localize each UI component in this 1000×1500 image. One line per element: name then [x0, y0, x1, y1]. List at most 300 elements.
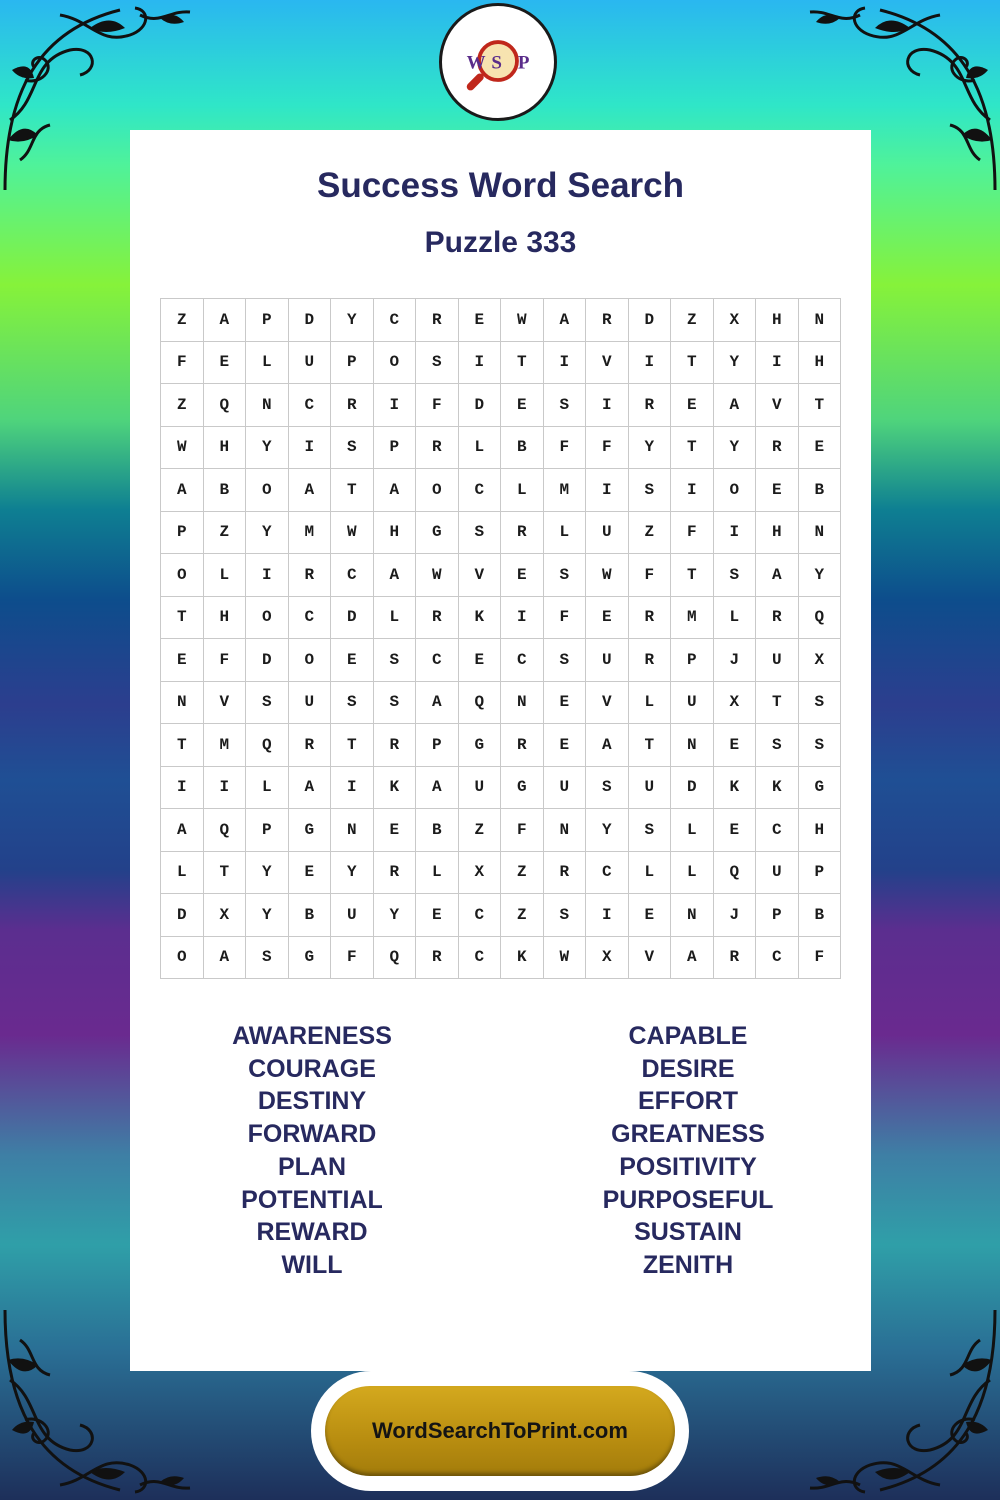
grid-cell[interactable]: G [501, 766, 544, 809]
grid-cell[interactable]: M [543, 469, 586, 512]
grid-cell[interactable]: A [586, 724, 629, 767]
grid-cell[interactable]: F [203, 639, 246, 682]
grid-cell[interactable]: P [246, 299, 289, 342]
grid-cell[interactable]: H [798, 341, 841, 384]
grid-cell[interactable]: U [288, 341, 331, 384]
grid-cell[interactable]: H [756, 511, 799, 554]
grid-row [161, 639, 841, 682]
grid-cell[interactable]: A [373, 469, 416, 512]
grid-cell[interactable]: R [416, 299, 459, 342]
grid-cell[interactable]: S [628, 809, 671, 852]
grid-cell[interactable]: L [246, 766, 289, 809]
grid-cell[interactable]: Q [246, 724, 289, 767]
grid-cell[interactable]: I [246, 554, 289, 597]
grid-cell[interactable]: R [373, 851, 416, 894]
grid-cell[interactable]: M [203, 724, 246, 767]
grid-cell[interactable]: O [713, 469, 756, 512]
grid-cell[interactable]: F [628, 554, 671, 597]
grid-cell[interactable]: E [543, 681, 586, 724]
grid-cell[interactable]: C [373, 299, 416, 342]
grid-cell[interactable]: S [798, 681, 841, 724]
grid-cell[interactable]: X [713, 681, 756, 724]
grid-cell[interactable]: L [543, 511, 586, 554]
grid-cell[interactable]: L [161, 851, 204, 894]
grid-cell[interactable]: I [458, 341, 501, 384]
grid-cell[interactable]: S [756, 724, 799, 767]
grid-cell[interactable]: R [628, 596, 671, 639]
grid-cell[interactable]: Y [373, 894, 416, 937]
grid-cell[interactable]: S [458, 511, 501, 554]
grid-cell[interactable]: E [671, 384, 714, 427]
grid-cell[interactable]: U [288, 681, 331, 724]
grid-cell[interactable]: Q [203, 809, 246, 852]
grid-cell[interactable]: Y [246, 511, 289, 554]
grid-cell[interactable]: Z [501, 894, 544, 937]
grid-cell[interactable]: A [713, 384, 756, 427]
grid-cell[interactable]: P [798, 851, 841, 894]
grid-cell[interactable]: J [713, 894, 756, 937]
grid-cell[interactable]: C [458, 894, 501, 937]
grid-cell[interactable]: L [671, 809, 714, 852]
grid-cell[interactable]: I [756, 341, 799, 384]
grid-cell[interactable]: U [586, 639, 629, 682]
grid-cell[interactable]: C [756, 936, 799, 979]
grid-row [161, 724, 841, 767]
wsp-logo[interactable] [439, 3, 557, 121]
grid-cell[interactable]: N [798, 299, 841, 342]
grid-cell[interactable]: X [203, 894, 246, 937]
grid-cell[interactable]: A [203, 299, 246, 342]
grid-cell[interactable]: E [756, 469, 799, 512]
grid-cell[interactable]: B [288, 894, 331, 937]
grid-cell[interactable]: F [331, 936, 374, 979]
grid-cell[interactable]: Y [331, 851, 374, 894]
grid-cell[interactable]: Z [203, 511, 246, 554]
grid-cell[interactable]: R [501, 724, 544, 767]
grid-cell[interactable]: U [756, 639, 799, 682]
grid-cell[interactable]: W [161, 426, 204, 469]
grid-cell[interactable]: R [288, 724, 331, 767]
grid-cell[interactable]: P [331, 341, 374, 384]
grid-cell[interactable]: C [331, 554, 374, 597]
grid-cell[interactable]: A [161, 469, 204, 512]
grid-cell[interactable]: V [586, 341, 629, 384]
grid-cell[interactable]: W [331, 511, 374, 554]
grid-row [161, 596, 841, 639]
grid-cell[interactable]: Z [161, 384, 204, 427]
grid-cell[interactable]: F [798, 936, 841, 979]
grid-cell[interactable]: N [671, 894, 714, 937]
grid-cell[interactable]: X [458, 851, 501, 894]
grid-cell[interactable]: E [288, 851, 331, 894]
letter-grid [160, 298, 841, 979]
grid-cell[interactable]: S [628, 469, 671, 512]
grid-cell[interactable]: H [203, 426, 246, 469]
grid-cell[interactable]: A [416, 766, 459, 809]
grid-cell[interactable]: R [416, 426, 459, 469]
grid-cell[interactable]: F [161, 341, 204, 384]
grid-cell[interactable]: H [373, 511, 416, 554]
grid-cell[interactable]: E [798, 426, 841, 469]
word-list-item: GREATNESS [611, 1120, 765, 1149]
word-list-item: PLAN [277, 1152, 347, 1181]
grid-cell[interactable]: G [458, 724, 501, 767]
grid-cell[interactable]: Q [798, 596, 841, 639]
grid-cell[interactable]: G [288, 809, 331, 852]
grid-cell[interactable]: X [586, 936, 629, 979]
grid-cell[interactable]: I [543, 341, 586, 384]
grid-cell[interactable]: D [331, 596, 374, 639]
grid-cell[interactable]: S [586, 766, 629, 809]
grid-cell[interactable]: S [331, 681, 374, 724]
grid-cell[interactable]: R [756, 426, 799, 469]
grid-cell[interactable]: C [288, 384, 331, 427]
grid-cell[interactable]: D [628, 299, 671, 342]
grid-cell[interactable]: C [458, 936, 501, 979]
grid-cell[interactable]: U [331, 894, 374, 937]
grid-cell[interactable]: A [288, 469, 331, 512]
grid-cell[interactable]: T [671, 426, 714, 469]
grid-cell[interactable]: F [586, 426, 629, 469]
grid-cell[interactable]: O [246, 469, 289, 512]
grid-cell[interactable]: D [671, 766, 714, 809]
grid-cell[interactable]: I [586, 894, 629, 937]
word-list-item: COURAGE [248, 1054, 376, 1083]
grid-cell[interactable]: S [798, 724, 841, 767]
grid-cell[interactable]: W [416, 554, 459, 597]
grid-row [161, 554, 841, 597]
grid-cell[interactable]: N [246, 384, 289, 427]
grid-cell[interactable]: K [713, 766, 756, 809]
grid-cell[interactable]: T [331, 469, 374, 512]
grid-cell[interactable]: L [458, 426, 501, 469]
grid-cell[interactable]: E [416, 894, 459, 937]
word-list-item: REWARD [256, 1218, 368, 1247]
grid-cell[interactable]: O [161, 554, 204, 597]
grid-row [161, 384, 841, 427]
grid-cell[interactable]: U [543, 766, 586, 809]
grid-cell[interactable]: Y [713, 426, 756, 469]
logo-letter-p: P [517, 52, 530, 74]
grid-cell[interactable]: I [586, 469, 629, 512]
grid-cell[interactable]: I [288, 426, 331, 469]
grid-cell[interactable]: S [713, 554, 756, 597]
grid-cell[interactable]: E [458, 299, 501, 342]
grid-row [161, 681, 841, 724]
grid-row [161, 511, 841, 554]
magnifier-handle-icon [465, 72, 485, 92]
grid-cell[interactable]: T [756, 681, 799, 724]
word-list-item: WILL [281, 1250, 343, 1279]
grid-row [161, 809, 841, 852]
grid-cell[interactable]: Z [671, 299, 714, 342]
grid-cell[interactable]: K [756, 766, 799, 809]
grid-cell[interactable]: C [756, 809, 799, 852]
puzzle-number: Puzzle 333 [424, 226, 577, 259]
grid-cell[interactable]: B [501, 426, 544, 469]
word-list-item: CAPABLE [628, 1022, 748, 1050]
grid-cell[interactable]: C [586, 851, 629, 894]
grid-cell[interactable]: W [543, 936, 586, 979]
grid-cell[interactable]: S [543, 639, 586, 682]
grid-cell[interactable]: T [671, 554, 714, 597]
grid-cell[interactable]: J [713, 639, 756, 682]
grid-cell[interactable]: A [373, 554, 416, 597]
puzzle-card [130, 130, 871, 1371]
grid-cell[interactable]: R [416, 936, 459, 979]
grid-cell[interactable]: C [288, 596, 331, 639]
grid-cell[interactable]: A [671, 936, 714, 979]
grid-cell[interactable]: N [543, 809, 586, 852]
grid-cell[interactable]: T [501, 341, 544, 384]
grid-cell[interactable]: R [373, 724, 416, 767]
grid-cell[interactable]: U [586, 511, 629, 554]
grid-cell[interactable]: Z [161, 299, 204, 342]
grid-cell[interactable]: Q [458, 681, 501, 724]
grid-cell[interactable]: V [203, 681, 246, 724]
grid-cell[interactable]: G [798, 766, 841, 809]
word-list-right [503, 1020, 873, 1282]
grid-cell[interactable]: A [416, 681, 459, 724]
word-list-item: AWARENESS [232, 1022, 392, 1050]
grid-cell[interactable]: E [501, 384, 544, 427]
grid-cell[interactable]: Y [798, 554, 841, 597]
grid-cell[interactable]: Y [331, 299, 374, 342]
grid-cell[interactable]: A [756, 554, 799, 597]
grid-row [161, 426, 841, 469]
grid-cell[interactable]: M [671, 596, 714, 639]
grid-cell[interactable]: T [161, 596, 204, 639]
grid-row [161, 851, 841, 894]
grid-cell[interactable]: S [543, 384, 586, 427]
grid-cell[interactable]: H [798, 809, 841, 852]
grid-cell[interactable]: Q [203, 384, 246, 427]
grid-cell[interactable]: P [671, 639, 714, 682]
word-list-item: POSITIVITY [619, 1152, 757, 1181]
grid-cell[interactable]: G [288, 936, 331, 979]
grid-cell[interactable]: O [246, 596, 289, 639]
grid-cell[interactable]: Q [713, 851, 756, 894]
grid-cell[interactable]: M [288, 511, 331, 554]
grid-cell[interactable]: L [671, 851, 714, 894]
grid-cell[interactable]: R [756, 596, 799, 639]
logo-letter-w: W [466, 52, 486, 74]
grid-cell[interactable]: L [373, 596, 416, 639]
grid-row [161, 936, 841, 979]
grid-cell[interactable]: E [543, 724, 586, 767]
grid-cell[interactable]: Y [246, 851, 289, 894]
grid-cell[interactable]: E [628, 894, 671, 937]
grid-cell[interactable]: Y [246, 426, 289, 469]
grid-cell[interactable]: E [501, 554, 544, 597]
grid-cell[interactable]: R [628, 639, 671, 682]
grid-cell[interactable]: X [798, 639, 841, 682]
word-list-item: EFFORT [638, 1087, 738, 1116]
word-list-item: ZENITH [642, 1250, 734, 1279]
grid-cell[interactable]: O [373, 341, 416, 384]
grid-cell[interactable]: O [416, 469, 459, 512]
grid-cell[interactable]: K [501, 936, 544, 979]
grid-cell[interactable]: B [416, 809, 459, 852]
grid-cell[interactable]: C [501, 639, 544, 682]
grid-cell[interactable]: E [713, 724, 756, 767]
grid-cell[interactable]: W [501, 299, 544, 342]
grid-cell[interactable]: S [246, 681, 289, 724]
grid-cell[interactable]: S [331, 426, 374, 469]
grid-row [161, 299, 841, 342]
grid-cell[interactable]: I [713, 511, 756, 554]
grid-cell[interactable]: A [161, 809, 204, 852]
grid-cell[interactable]: E [203, 341, 246, 384]
grid-cell[interactable]: T [161, 724, 204, 767]
grid-cell[interactable]: S [373, 639, 416, 682]
grid-cell[interactable]: F [416, 384, 459, 427]
word-list-item: FORWARD [247, 1120, 377, 1149]
grid-cell[interactable]: A [543, 299, 586, 342]
grid-cell[interactable]: U [756, 851, 799, 894]
grid-cell[interactable]: S [373, 681, 416, 724]
grid-cell[interactable]: S [416, 341, 459, 384]
grid-cell[interactable]: P [416, 724, 459, 767]
grid-cell[interactable]: S [543, 894, 586, 937]
grid-cell[interactable]: V [586, 681, 629, 724]
grid-cell[interactable]: T [798, 384, 841, 427]
grid-cell[interactable]: N [671, 724, 714, 767]
grid-cell[interactable]: L [713, 596, 756, 639]
grid-cell[interactable]: U [628, 766, 671, 809]
grid-cell[interactable]: L [628, 681, 671, 724]
grid-cell[interactable]: V [628, 936, 671, 979]
grid-cell[interactable]: E [161, 639, 204, 682]
grid-cell[interactable]: L [203, 554, 246, 597]
grid-cell[interactable]: R [501, 511, 544, 554]
grid-cell[interactable]: H [203, 596, 246, 639]
grid-cell[interactable]: P [756, 894, 799, 937]
grid-cell[interactable]: T [628, 724, 671, 767]
grid-cell[interactable]: A [203, 936, 246, 979]
grid-cell[interactable]: F [671, 511, 714, 554]
grid-cell[interactable]: I [331, 766, 374, 809]
grid-cell[interactable]: T [671, 341, 714, 384]
grid-cell[interactable]: E [331, 639, 374, 682]
grid-cell[interactable]: Z [501, 851, 544, 894]
grid-cell[interactable]: Y [713, 341, 756, 384]
grid-cell[interactable]: V [458, 554, 501, 597]
grid-row [161, 469, 841, 512]
grid-cell[interactable]: B [203, 469, 246, 512]
grid-cell[interactable]: Y [586, 809, 629, 852]
grid-cell[interactable]: N [501, 681, 544, 724]
word-list-item: DESTINY [257, 1087, 367, 1116]
website-link-button[interactable]: WordSearchToPrint.com [325, 1386, 675, 1476]
grid-cell[interactable]: I [501, 596, 544, 639]
grid-cell[interactable]: N [161, 681, 204, 724]
grid-cell[interactable]: R [713, 936, 756, 979]
grid-cell[interactable]: N [798, 511, 841, 554]
grid-cell[interactable]: L [501, 469, 544, 512]
grid-cell[interactable]: T [331, 724, 374, 767]
grid-cell[interactable]: D [246, 639, 289, 682]
grid-cell[interactable]: S [246, 936, 289, 979]
grid-cell[interactable]: L [246, 341, 289, 384]
grid-cell[interactable]: I [586, 384, 629, 427]
grid-cell[interactable]: U [671, 681, 714, 724]
grid-cell[interactable]: Y [246, 894, 289, 937]
grid-cell[interactable]: Z [628, 511, 671, 554]
grid-cell[interactable]: E [373, 809, 416, 852]
grid-row [161, 766, 841, 809]
grid-cell[interactable]: R [543, 851, 586, 894]
grid-cell[interactable]: D [288, 299, 331, 342]
grid-cell[interactable]: W [586, 554, 629, 597]
grid-cell[interactable]: I [373, 384, 416, 427]
grid-cell[interactable]: I [628, 341, 671, 384]
word-list-left [127, 1020, 497, 1282]
grid-cell[interactable]: C [458, 469, 501, 512]
grid-row [161, 894, 841, 937]
grid-cell[interactable]: L [628, 851, 671, 894]
grid-cell[interactable]: I [203, 766, 246, 809]
grid-cell[interactable]: S [543, 554, 586, 597]
grid-cell[interactable]: D [161, 894, 204, 937]
grid-cell[interactable]: O [161, 936, 204, 979]
logo-letter-s: S [491, 52, 502, 74]
grid-cell[interactable]: P [373, 426, 416, 469]
grid-cell[interactable]: R [628, 384, 671, 427]
grid-cell[interactable]: B [798, 469, 841, 512]
grid-cell[interactable]: K [373, 766, 416, 809]
grid-cell[interactable]: D [458, 384, 501, 427]
grid-cell[interactable]: C [416, 639, 459, 682]
grid-cell[interactable]: B [798, 894, 841, 937]
grid-row [161, 341, 841, 384]
grid-cell[interactable]: F [543, 596, 586, 639]
grid-cell[interactable]: U [458, 766, 501, 809]
grid-cell[interactable]: L [416, 851, 459, 894]
grid-cell[interactable]: E [586, 596, 629, 639]
grid-cell[interactable]: Y [628, 426, 671, 469]
grid-cell[interactable]: G [416, 511, 459, 554]
grid-cell[interactable]: E [458, 639, 501, 682]
grid-cell[interactable]: V [756, 384, 799, 427]
grid-cell[interactable]: E [713, 809, 756, 852]
grid-cell[interactable]: R [586, 299, 629, 342]
word-list-item: SUSTAIN [634, 1218, 742, 1247]
grid-cell[interactable]: F [543, 426, 586, 469]
grid-cell[interactable]: Q [373, 936, 416, 979]
grid-cell[interactable]: X [713, 299, 756, 342]
grid-cell[interactable]: N [331, 809, 374, 852]
grid-cell[interactable]: O [288, 639, 331, 682]
grid-cell[interactable]: K [458, 596, 501, 639]
grid-cell[interactable]: T [203, 851, 246, 894]
grid-cell[interactable]: P [246, 809, 289, 852]
word-list-item: PURPOSEFUL [602, 1185, 774, 1214]
grid-cell[interactable]: Z [458, 809, 501, 852]
grid-cell[interactable]: A [288, 766, 331, 809]
word-list-item: DESIRE [641, 1054, 735, 1083]
grid-cell[interactable]: R [288, 554, 331, 597]
grid-cell[interactable]: I [161, 766, 204, 809]
grid-cell[interactable]: P [161, 511, 204, 554]
grid-cell[interactable]: R [416, 596, 459, 639]
grid-cell[interactable]: R [331, 384, 374, 427]
word-list-item: POTENTIAL [241, 1185, 383, 1214]
grid-cell[interactable]: H [756, 299, 799, 342]
page-title: Success Word Search [316, 166, 685, 205]
grid-cell[interactable]: I [671, 469, 714, 512]
grid-cell[interactable]: F [501, 809, 544, 852]
